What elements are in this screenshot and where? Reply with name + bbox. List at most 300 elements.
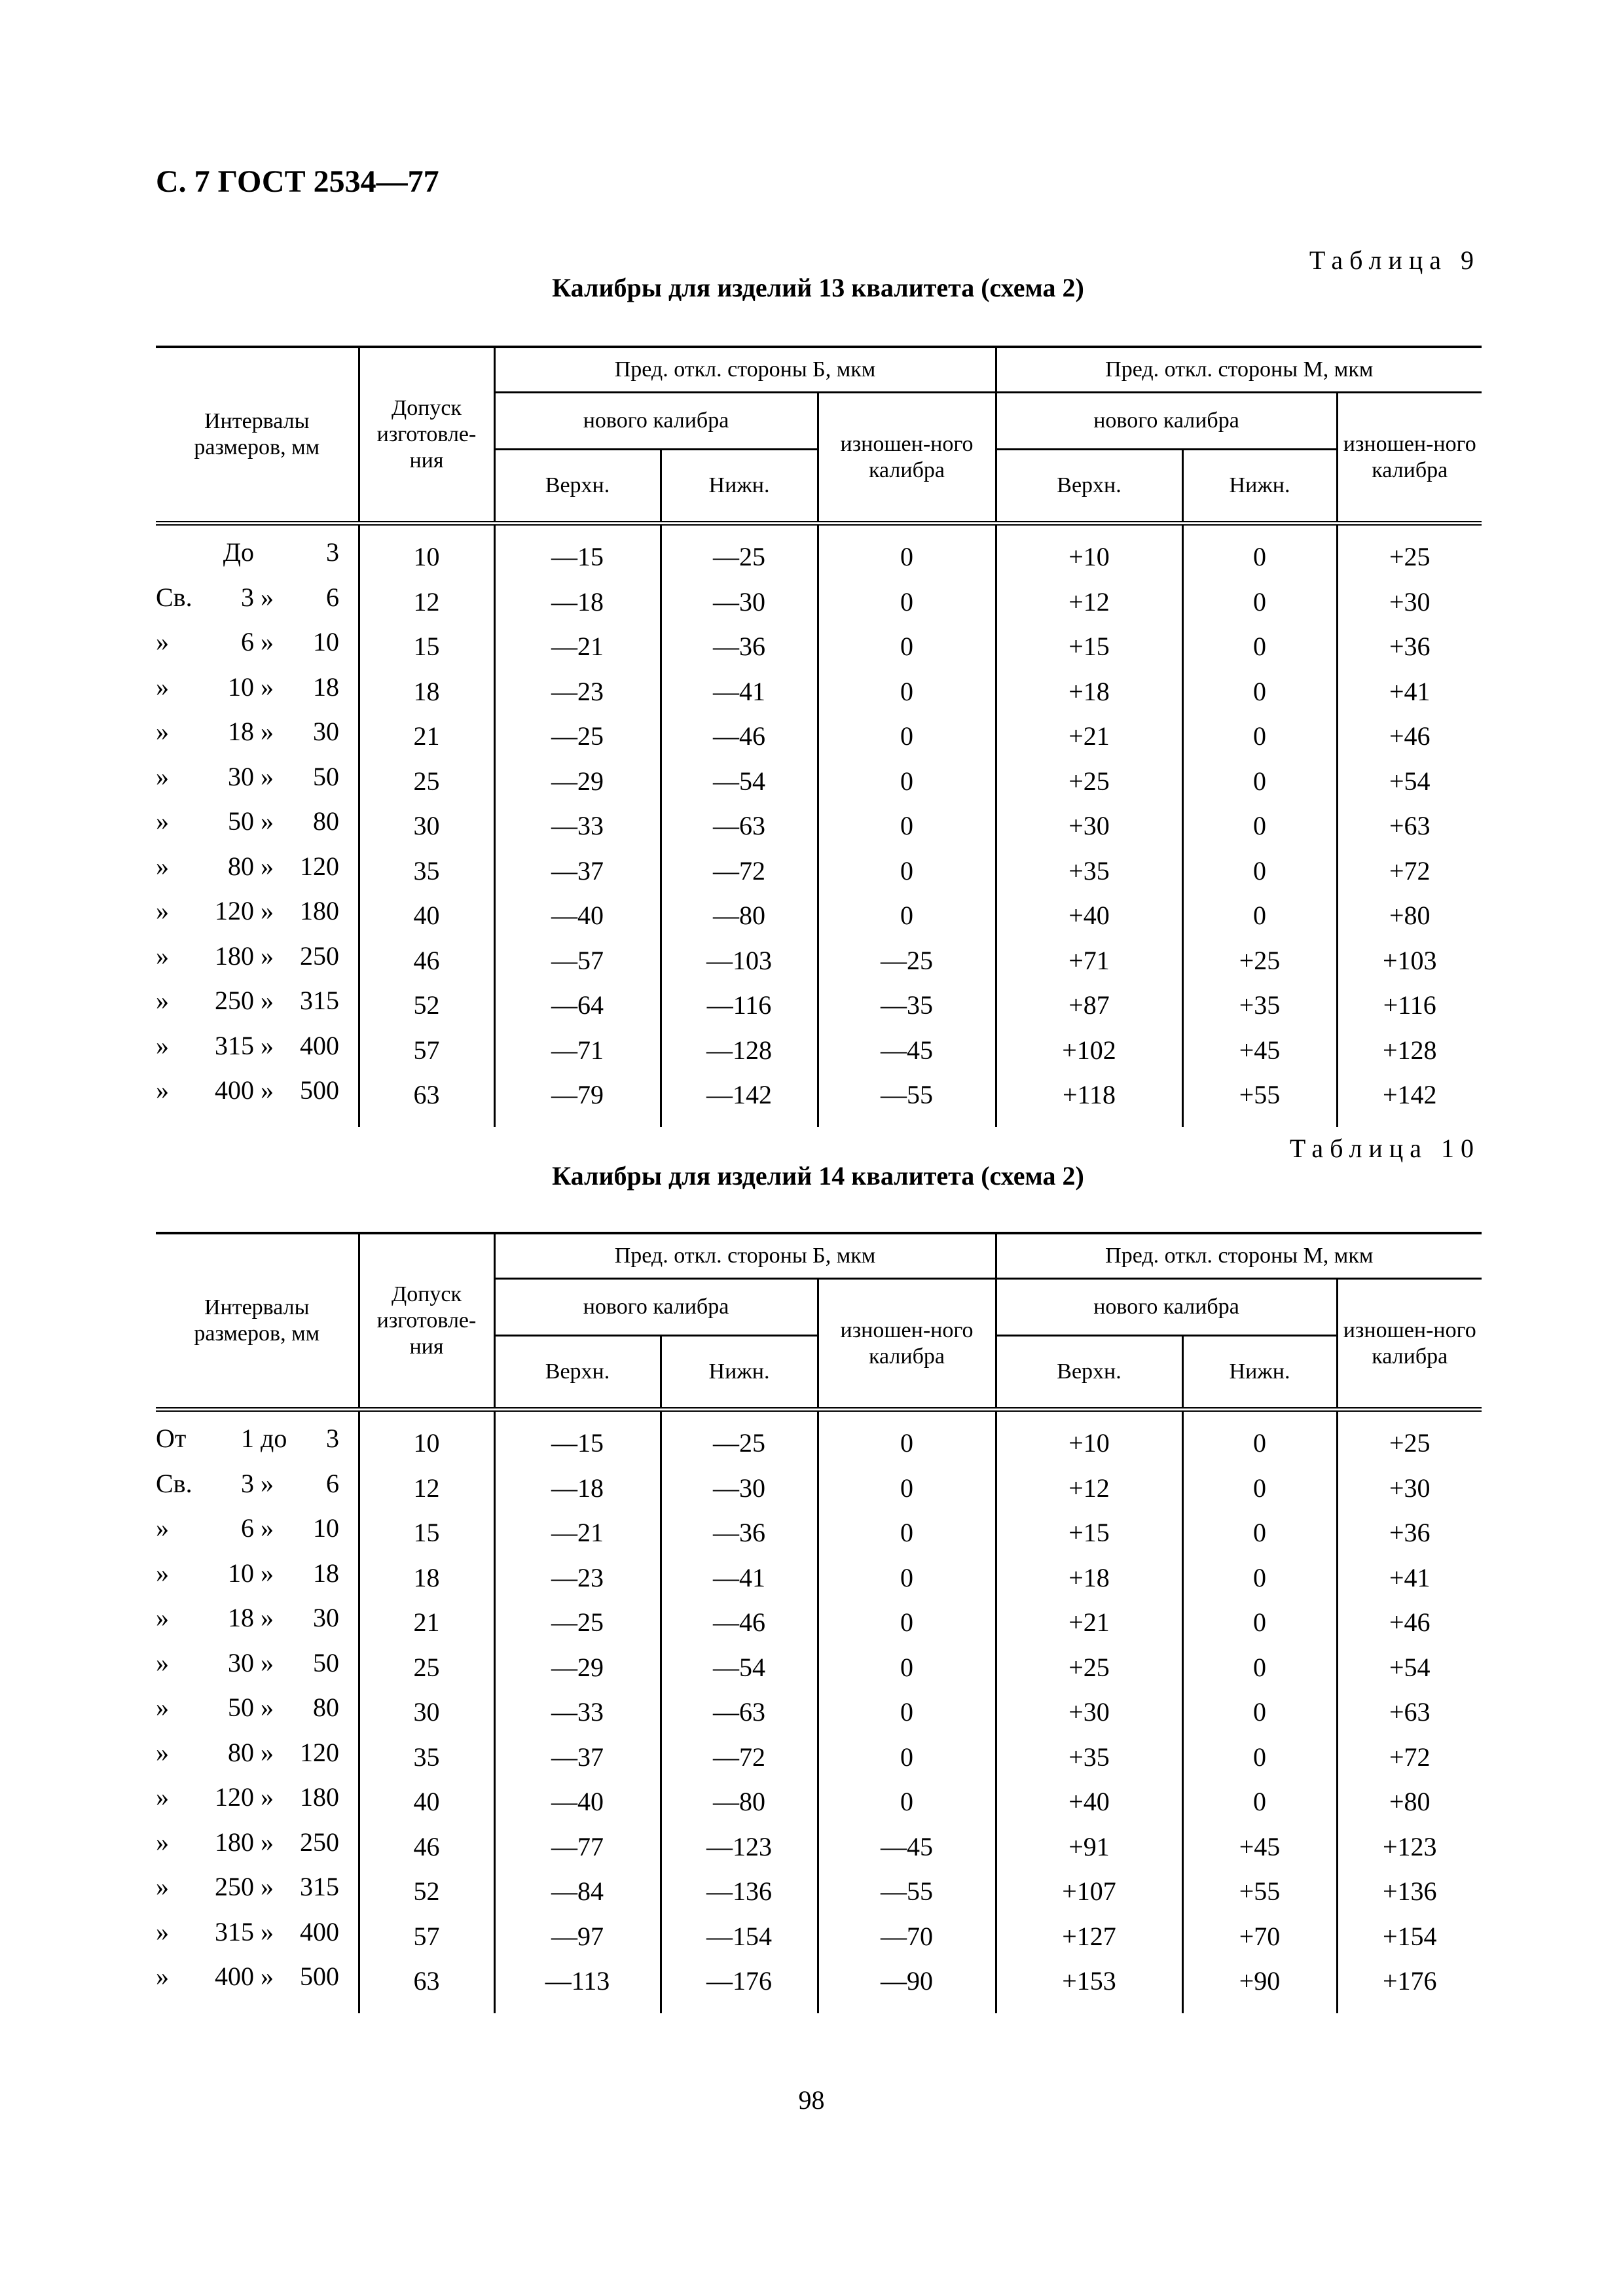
range-part-p: »	[156, 1872, 169, 1901]
side-b-upper-cell: —57	[494, 939, 661, 984]
col-header-worn-gauge: изношен-ного калибра	[818, 393, 996, 524]
side-m-lower-cell: 0	[1182, 1556, 1337, 1601]
side-m-worn-cell: +80	[1337, 893, 1482, 939]
range-part-b: 180	[300, 1782, 339, 1812]
range-part-p: »	[156, 941, 169, 971]
range-cell	[156, 983, 359, 1028]
range-part-a: 80	[228, 851, 254, 881]
range-part-p: »	[156, 1782, 169, 1812]
range-part-p: »	[156, 761, 169, 791]
side-m-worn-cell: +63	[1337, 1690, 1482, 1735]
side-m-lower-cell: 0	[1182, 1466, 1337, 1511]
table-row	[156, 893, 1482, 939]
table-title: Калибры для изделий 14 квалитета (схема 2)	[552, 1161, 1084, 1191]
side-m-lower-cell: 0	[1182, 670, 1337, 715]
side-b-upper-cell: —64	[494, 983, 661, 1028]
side-m-worn-cell: +116	[1337, 983, 1482, 1028]
range-part-a: 180	[215, 941, 254, 971]
side-m-upper-cell: +153	[996, 1959, 1182, 2013]
range-cell	[156, 1645, 359, 1691]
page-number: 98	[798, 2085, 825, 2115]
side-b-upper-cell: —15	[494, 1410, 661, 1466]
side-m-worn-cell: +30	[1337, 580, 1482, 625]
tolerance-cell: 46	[359, 1825, 494, 1870]
tolerance-cell: 52	[359, 1869, 494, 1914]
side-b-worn-cell: 0	[818, 1511, 996, 1556]
col-header-upper: Верхн.	[996, 1336, 1182, 1410]
side-b-lower-cell: —41	[661, 670, 818, 715]
tolerance-cell: 10	[359, 1410, 494, 1466]
side-m-upper-cell: +91	[996, 1825, 1182, 1870]
side-b-lower-cell: —116	[661, 983, 818, 1028]
range-part-c: »	[261, 1603, 274, 1632]
side-m-worn-cell: +30	[1337, 1466, 1482, 1511]
range-cell	[156, 1869, 359, 1914]
tolerance-cell: 57	[359, 1028, 494, 1073]
side-m-lower-cell: +25	[1182, 939, 1337, 984]
range-cell	[156, 1914, 359, 1960]
range-cell	[156, 1690, 359, 1735]
side-b-lower-cell: —72	[661, 1735, 818, 1780]
side-m-lower-cell: +45	[1182, 1028, 1337, 1073]
range-cell	[156, 1780, 359, 1825]
side-b-worn-cell: 0	[818, 849, 996, 894]
col-header-upper: Верхн.	[494, 1336, 661, 1410]
side-b-upper-cell: —25	[494, 1600, 661, 1645]
side-m-worn-cell: +46	[1337, 714, 1482, 759]
side-b-lower-cell: —30	[661, 580, 818, 625]
range-cell	[156, 524, 359, 580]
side-m-upper-cell: +30	[996, 1690, 1182, 1735]
range-part-c: »	[261, 1030, 274, 1060]
side-m-worn-cell: +136	[1337, 1869, 1482, 1914]
side-m-upper-cell: +25	[996, 759, 1182, 804]
side-b-worn-cell: 0	[818, 1556, 996, 1601]
tolerance-cell: 57	[359, 1914, 494, 1960]
range-part-c: »	[261, 672, 274, 702]
side-m-lower-cell: 0	[1182, 1735, 1337, 1780]
tolerance-cell: 15	[359, 1511, 494, 1556]
table-row	[156, 1914, 1482, 1960]
side-m-lower-cell: 0	[1182, 804, 1337, 849]
range-part-a: 6	[241, 1513, 254, 1543]
side-m-upper-cell: +107	[996, 1869, 1182, 1914]
range-cell	[156, 1466, 359, 1511]
side-b-worn-cell: 0	[818, 1466, 996, 1511]
range-part-p: Св.	[156, 582, 192, 612]
side-m-upper-cell: +87	[996, 983, 1182, 1028]
side-m-lower-cell: +55	[1182, 1073, 1337, 1127]
side-m-upper-cell: +102	[996, 1028, 1182, 1073]
side-b-worn-cell: —45	[818, 1825, 996, 1870]
side-b-lower-cell: —36	[661, 624, 818, 670]
side-m-worn-cell: +142	[1337, 1073, 1482, 1127]
side-m-upper-cell: +118	[996, 1073, 1182, 1127]
range-part-b: 10	[313, 627, 339, 656]
col-header-side-m: Пред. откл. стороны М, мкм	[996, 1233, 1482, 1279]
side-b-lower-cell: —25	[661, 1410, 818, 1466]
range-part-c: »	[261, 806, 274, 836]
range-part-p: Св.	[156, 1468, 192, 1498]
side-b-upper-cell: —113	[494, 1959, 661, 2013]
range-part-p: »	[156, 1603, 169, 1632]
range-part-a: 250	[215, 1872, 254, 1901]
side-m-worn-cell: +72	[1337, 1735, 1482, 1780]
range-part-c: »	[261, 1075, 274, 1105]
gauge-table	[156, 1232, 1482, 2013]
range-part-c: »	[261, 761, 274, 791]
tolerance-cell: 30	[359, 1690, 494, 1735]
range-cell	[156, 580, 359, 625]
side-b-upper-cell: —37	[494, 1735, 661, 1780]
range-part-a: До	[223, 537, 254, 567]
side-m-lower-cell: +70	[1182, 1914, 1337, 1960]
side-b-worn-cell: —90	[818, 1959, 996, 2013]
side-m-lower-cell: 0	[1182, 1600, 1337, 1645]
side-m-upper-cell: +21	[996, 1600, 1182, 1645]
side-m-upper-cell: +30	[996, 804, 1182, 849]
col-header-new-gauge: нового калибра	[494, 1279, 818, 1336]
side-b-lower-cell: —80	[661, 893, 818, 939]
side-m-lower-cell: 0	[1182, 1780, 1337, 1825]
table-number: Таблица 9	[1309, 245, 1480, 275]
table-row	[156, 1825, 1482, 1870]
col-header-worn-gauge: изношен-ного калибра	[1337, 1279, 1482, 1410]
document-header: С. 7 ГОСТ 2534—77	[156, 164, 439, 199]
table-row	[156, 624, 1482, 670]
range-part-c: »	[261, 1513, 274, 1543]
table-row	[156, 1735, 1482, 1780]
col-header-upper: Верхн.	[996, 450, 1182, 524]
range-part-a: 10	[228, 672, 254, 702]
range-part-c: »	[261, 717, 274, 746]
side-m-lower-cell: 0	[1182, 1645, 1337, 1691]
range-part-b: 3	[326, 537, 339, 567]
side-b-upper-cell: —21	[494, 624, 661, 670]
range-part-a: 30	[228, 761, 254, 791]
side-b-upper-cell: —21	[494, 1511, 661, 1556]
side-b-worn-cell: 0	[818, 580, 996, 625]
side-b-lower-cell: —142	[661, 1073, 818, 1127]
range-cell	[156, 939, 359, 984]
range-part-b: 180	[300, 896, 339, 925]
range-part-b: 120	[300, 1737, 339, 1767]
col-header-side-b: Пред. откл. стороны Б, мкм	[494, 1233, 996, 1279]
range-part-c: »	[261, 1558, 274, 1588]
side-b-worn-cell: 0	[818, 624, 996, 670]
range-cell	[156, 893, 359, 939]
side-m-upper-cell: +127	[996, 1914, 1182, 1960]
range-part-a: 315	[215, 1916, 254, 1946]
side-b-worn-cell: —35	[818, 983, 996, 1028]
side-m-worn-cell: +54	[1337, 759, 1482, 804]
side-m-lower-cell: 0	[1182, 1511, 1337, 1556]
side-b-upper-cell: —18	[494, 580, 661, 625]
side-b-worn-cell: —70	[818, 1914, 996, 1960]
table-number: Таблица 10	[1289, 1134, 1480, 1163]
col-header-worn-gauge: изношен-ного калибра	[818, 1279, 996, 1410]
table-row	[156, 983, 1482, 1028]
side-b-upper-cell: —97	[494, 1914, 661, 1960]
range-cell	[156, 1410, 359, 1466]
range-part-p: »	[156, 1075, 169, 1105]
range-part-p: »	[156, 1513, 169, 1543]
side-m-lower-cell: +90	[1182, 1959, 1337, 2013]
table-row	[156, 1959, 1482, 2013]
range-part-b: 80	[313, 806, 339, 836]
tolerance-cell: 12	[359, 1466, 494, 1511]
range-part-p: »	[156, 986, 169, 1015]
side-m-upper-cell: +15	[996, 624, 1182, 670]
range-cell	[156, 1073, 359, 1127]
col-header-side-b: Пред. откл. стороны Б, мкм	[494, 347, 996, 393]
side-b-upper-cell: —79	[494, 1073, 661, 1127]
range-part-b: 3	[326, 1424, 339, 1453]
range-part-a: 315	[215, 1030, 254, 1060]
range-cell	[156, 804, 359, 849]
side-b-upper-cell: —40	[494, 1780, 661, 1825]
side-b-lower-cell: —80	[661, 1780, 818, 1825]
range-cell	[156, 759, 359, 804]
range-part-a: 80	[228, 1737, 254, 1767]
side-b-lower-cell: —54	[661, 759, 818, 804]
side-m-upper-cell: +18	[996, 670, 1182, 715]
range-part-b: 400	[300, 1916, 339, 1946]
side-b-upper-cell: —37	[494, 849, 661, 894]
table-row	[156, 1073, 1482, 1127]
range-part-b: 80	[313, 1693, 339, 1722]
col-header-lower: Нижн.	[1182, 1336, 1337, 1410]
range-part-c: »	[261, 1737, 274, 1767]
range-part-b: 315	[300, 986, 339, 1015]
tolerance-cell: 35	[359, 849, 494, 894]
side-b-worn-cell: 0	[818, 1410, 996, 1466]
range-part-p: От	[156, 1424, 187, 1453]
side-m-lower-cell: 0	[1182, 1690, 1337, 1735]
col-header-side-m: Пред. откл. стороны М, мкм	[996, 347, 1482, 393]
range-part-c: »	[261, 1872, 274, 1901]
side-b-upper-cell: —18	[494, 1466, 661, 1511]
range-part-a: 3	[241, 1468, 254, 1498]
range-part-p: »	[156, 627, 169, 656]
side-b-worn-cell: —55	[818, 1869, 996, 1914]
side-b-upper-cell: —40	[494, 893, 661, 939]
side-m-upper-cell: +35	[996, 1735, 1182, 1780]
range-part-b: 120	[300, 851, 339, 881]
side-b-upper-cell: —23	[494, 1556, 661, 1601]
range-part-p: »	[156, 717, 169, 746]
range-part-p: »	[156, 1647, 169, 1677]
range-part-c: »	[261, 1782, 274, 1812]
side-m-worn-cell: +54	[1337, 1645, 1482, 1691]
side-b-worn-cell: 0	[818, 804, 996, 849]
side-m-upper-cell: +35	[996, 849, 1182, 894]
table-row	[156, 1466, 1482, 1511]
range-part-c: до	[261, 1424, 287, 1453]
side-b-upper-cell: —84	[494, 1869, 661, 1914]
table-row	[156, 849, 1482, 894]
table-row	[156, 1690, 1482, 1735]
range-part-c: »	[261, 1916, 274, 1946]
side-b-upper-cell: —33	[494, 1690, 661, 1735]
side-m-worn-cell: +46	[1337, 1600, 1482, 1645]
range-part-c: »	[261, 986, 274, 1015]
side-m-lower-cell: 0	[1182, 759, 1337, 804]
side-b-upper-cell: —33	[494, 804, 661, 849]
col-header-tolerance: Допуск изготовле-ния	[359, 1233, 494, 1410]
table-row	[156, 1869, 1482, 1914]
col-header-range: Интервалы размеров, мм	[156, 347, 359, 524]
table-row	[156, 524, 1482, 580]
tolerance-cell: 35	[359, 1735, 494, 1780]
side-m-lower-cell: 0	[1182, 714, 1337, 759]
table-title: Калибры для изделий 13 квалитета (схема 2)	[552, 273, 1084, 302]
table-row	[156, 1780, 1482, 1825]
side-b-worn-cell: 0	[818, 1735, 996, 1780]
range-part-p: »	[156, 1558, 169, 1588]
range-part-a: 18	[228, 717, 254, 746]
table-row	[156, 1410, 1482, 1466]
range-part-c: »	[261, 1647, 274, 1677]
side-b-lower-cell: —176	[661, 1959, 818, 2013]
range-cell	[156, 849, 359, 894]
side-b-lower-cell: —63	[661, 804, 818, 849]
range-part-a: 180	[215, 1827, 254, 1857]
range-part-a: 6	[241, 627, 254, 656]
side-m-worn-cell: +72	[1337, 849, 1482, 894]
range-cell	[156, 670, 359, 715]
col-header-lower: Нижн.	[661, 1336, 818, 1410]
table-row	[156, 1556, 1482, 1601]
tolerance-cell: 25	[359, 1645, 494, 1691]
range-part-c: »	[261, 941, 274, 971]
side-m-worn-cell: +36	[1337, 1511, 1482, 1556]
range-part-c: »	[261, 896, 274, 925]
table-row	[156, 670, 1482, 715]
side-b-worn-cell: 0	[818, 1690, 996, 1735]
range-part-p: »	[156, 851, 169, 881]
range-cell	[156, 1600, 359, 1645]
range-part-a: 50	[228, 1693, 254, 1722]
side-m-worn-cell: +41	[1337, 670, 1482, 715]
side-m-worn-cell: +25	[1337, 1410, 1482, 1466]
side-b-upper-cell: —71	[494, 1028, 661, 1073]
side-b-worn-cell: 0	[818, 1600, 996, 1645]
side-m-upper-cell: +10	[996, 524, 1182, 580]
tolerance-cell: 25	[359, 759, 494, 804]
range-part-b: 250	[300, 1827, 339, 1857]
side-b-lower-cell: —41	[661, 1556, 818, 1601]
side-b-upper-cell: —15	[494, 524, 661, 580]
table-body	[156, 524, 1482, 1127]
range-part-p: »	[156, 1737, 169, 1767]
side-m-lower-cell: 0	[1182, 849, 1337, 894]
side-b-lower-cell: —103	[661, 939, 818, 984]
tolerance-cell: 10	[359, 524, 494, 580]
side-m-lower-cell: +55	[1182, 1869, 1337, 1914]
side-m-upper-cell: +12	[996, 1466, 1182, 1511]
side-b-worn-cell: 0	[818, 1780, 996, 1825]
side-b-worn-cell: 0	[818, 759, 996, 804]
range-cell	[156, 714, 359, 759]
side-m-worn-cell: +128	[1337, 1028, 1482, 1073]
range-part-a: 400	[215, 1962, 254, 1991]
range-part-b: 315	[300, 1872, 339, 1901]
side-b-lower-cell: —46	[661, 714, 818, 759]
side-b-worn-cell: —55	[818, 1073, 996, 1127]
side-m-worn-cell: +41	[1337, 1556, 1482, 1601]
tolerance-cell: 40	[359, 893, 494, 939]
range-part-a: 3	[241, 582, 254, 612]
side-m-upper-cell: +25	[996, 1645, 1182, 1691]
range-cell	[156, 1735, 359, 1780]
range-part-p: »	[156, 1916, 169, 1946]
range-part-b: 18	[313, 672, 339, 702]
range-part-a: 10	[228, 1558, 254, 1588]
range-part-a: 120	[215, 896, 254, 925]
range-part-a: 400	[215, 1075, 254, 1105]
tolerance-cell: 18	[359, 670, 494, 715]
col-header-upper: Верхн.	[494, 450, 661, 524]
side-m-worn-cell: +103	[1337, 939, 1482, 984]
table-row	[156, 759, 1482, 804]
range-part-b: 50	[313, 1647, 339, 1677]
range-part-p: »	[156, 672, 169, 702]
range-part-a: 30	[228, 1647, 254, 1677]
side-b-lower-cell: —154	[661, 1914, 818, 1960]
range-part-b: 6	[326, 1468, 339, 1498]
side-b-worn-cell: —45	[818, 1028, 996, 1073]
side-b-upper-cell: —29	[494, 1645, 661, 1691]
side-b-lower-cell: —54	[661, 1645, 818, 1691]
range-part-b: 50	[313, 761, 339, 791]
range-cell	[156, 1556, 359, 1601]
side-m-worn-cell: +154	[1337, 1914, 1482, 1960]
range-part-b: 6	[326, 582, 339, 612]
tolerance-cell: 18	[359, 1556, 494, 1601]
side-m-upper-cell: +40	[996, 1780, 1182, 1825]
side-m-upper-cell: +18	[996, 1556, 1182, 1601]
side-b-upper-cell: —25	[494, 714, 661, 759]
range-part-c: »	[261, 627, 274, 656]
range-part-p: »	[156, 896, 169, 925]
side-m-worn-cell: +176	[1337, 1959, 1482, 2013]
side-b-lower-cell: —72	[661, 849, 818, 894]
table-row	[156, 1600, 1482, 1645]
side-m-upper-cell: +40	[996, 893, 1182, 939]
side-b-worn-cell: 0	[818, 670, 996, 715]
side-m-lower-cell: 0	[1182, 580, 1337, 625]
tolerance-cell: 63	[359, 1073, 494, 1127]
range-part-a: 18	[228, 1603, 254, 1632]
col-header-new-gauge: нового калибра	[494, 393, 818, 450]
side-m-worn-cell: +80	[1337, 1780, 1482, 1825]
side-m-worn-cell: +63	[1337, 804, 1482, 849]
tolerance-cell: 40	[359, 1780, 494, 1825]
side-m-upper-cell: +10	[996, 1410, 1182, 1466]
range-part-p: »	[156, 1962, 169, 1991]
side-b-lower-cell: —36	[661, 1511, 818, 1556]
range-part-c: »	[261, 851, 274, 881]
tolerance-cell: 15	[359, 624, 494, 670]
range-part-p: »	[156, 1827, 169, 1857]
range-cell	[156, 1825, 359, 1870]
col-header-range: Интервалы размеров, мм	[156, 1233, 359, 1410]
range-part-p: »	[156, 1030, 169, 1060]
range-cell	[156, 1959, 359, 2013]
gauge-table	[156, 346, 1482, 1127]
range-part-c: »	[261, 1693, 274, 1722]
